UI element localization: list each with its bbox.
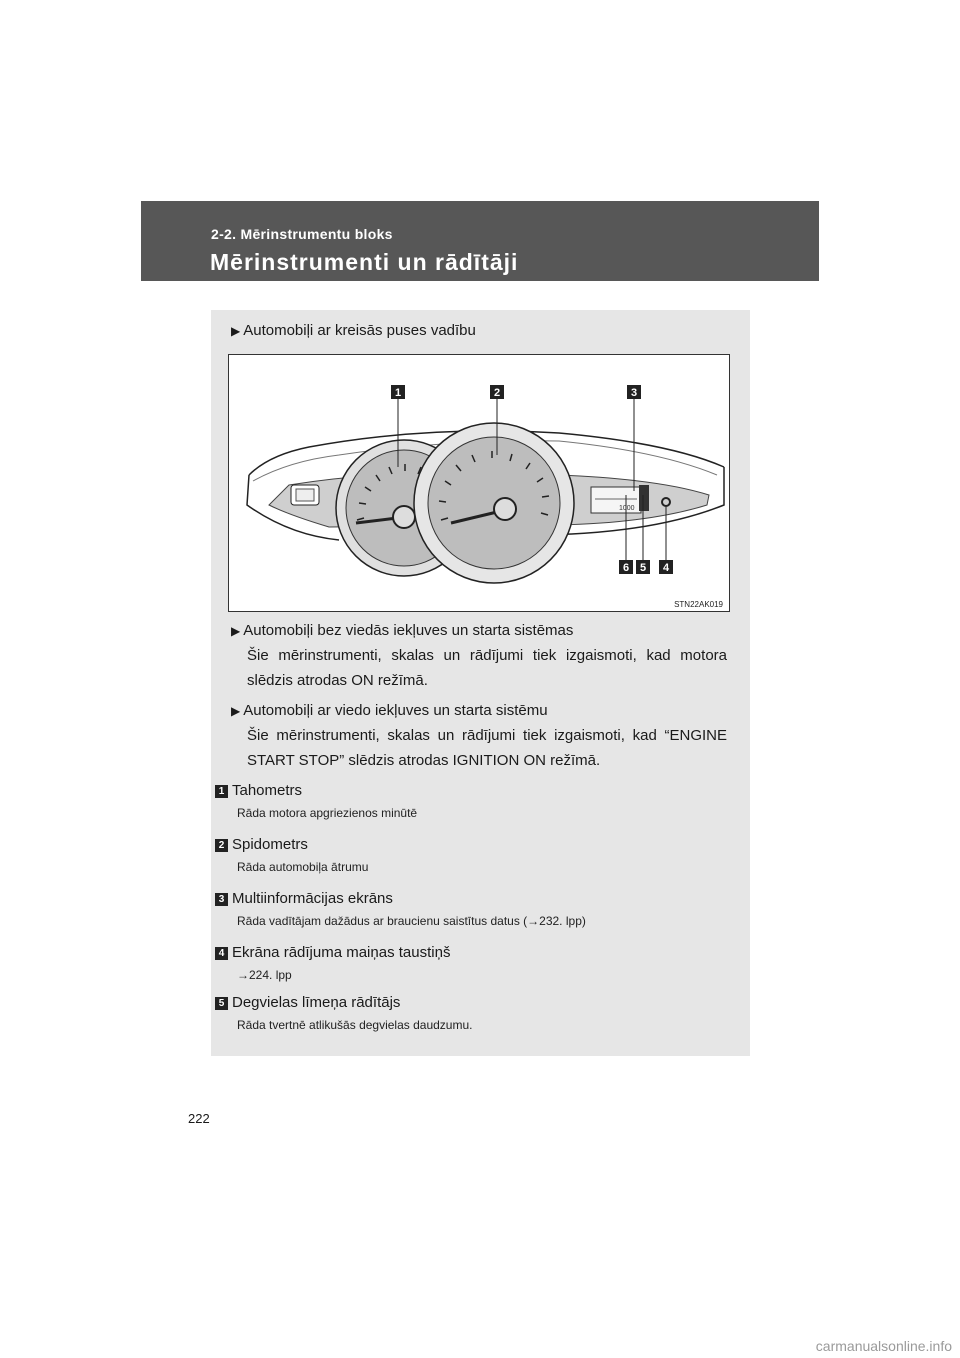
triangle-bullet-icon: ▶ (231, 324, 241, 338)
callout-6: 6 (622, 562, 630, 574)
number-badge: 3 (215, 893, 228, 906)
legend-item-speedometer (215, 836, 368, 874)
instrument-cluster-illustration (229, 355, 729, 611)
page-title: Mērinstrumenti un rādītāji (210, 249, 519, 275)
item-label: Multiinformācijas ekrāns (232, 890, 393, 907)
callout-3: 3 (630, 387, 638, 399)
number-badge: 4 (215, 947, 228, 960)
item-description: Rāda motora apgriezienos minūtē (237, 806, 418, 820)
triangle-bullet-icon: ▶ (231, 704, 241, 718)
page-number: 222 (188, 1111, 210, 1126)
legend-item-tachometer (215, 782, 417, 820)
callout-4: 4 (662, 562, 670, 574)
variant-no-smart-text: Šie mērinstrumenti, skalas un rādījumi tiek izgaismoti, kad motora slēdzis atrodas ON režīmā. (247, 647, 727, 689)
variant-smart-text: Šie mērinstrumenti, skalas un rādījumi tiek izgaismoti, kad “ENGINE START STOP” slēdzis atrodas IGNITION ON režīmā. (247, 727, 727, 769)
callout-2: 2 (493, 387, 501, 399)
item-description: Rāda tvertnē atlikušās degvielas daudzumu. (237, 1018, 473, 1032)
callout-1: 1 (394, 387, 402, 399)
legend-item-multi-info-display (215, 890, 586, 928)
watermark: carmanualsonline.info (815, 1338, 952, 1354)
item-label: Degvielas līmeņa rādītājs (232, 994, 401, 1011)
variant-lhd-label: ▶ Automobiļi ar kreisās puses vadību (231, 322, 476, 339)
number-badge: 1 (215, 785, 228, 798)
number-badge: 5 (215, 997, 228, 1010)
triangle-bullet-icon: ▶ (231, 624, 241, 638)
legend-item-fuel-gauge (215, 994, 472, 1032)
number-badge: 2 (215, 839, 228, 852)
section-number: 2-2. Mērinstrumentu bloks (211, 226, 393, 242)
legend-item-display-change-button (215, 944, 450, 982)
item-label: Ekrāna rādījuma maiņas taustiņš (232, 944, 451, 961)
item-description: Rāda automobiļa ātrumu (237, 860, 369, 874)
variant-no-smart-label: ▶ Automobiļi bez viedās iekļuves un starta sistēmas (231, 622, 574, 639)
odometer-readout: 1000 (619, 505, 635, 512)
variant-smart-label: ▶ Automobiļi ar viedo iekļuves un starta sistēmu (231, 702, 548, 719)
item-label: Tahometrs (232, 782, 303, 799)
figure-code: STN22AK019 (674, 600, 723, 609)
item-description: →224. lpp (237, 968, 292, 982)
callout-5: 5 (639, 562, 647, 574)
section-header (141, 201, 819, 281)
item-label: Spidometrs (232, 836, 308, 853)
item-description: Rāda vadītājam dažādus ar braucienu saistītus datus (→232. lpp) (237, 914, 586, 928)
instrument-cluster-figure (228, 354, 730, 612)
content-panel (211, 310, 750, 1056)
